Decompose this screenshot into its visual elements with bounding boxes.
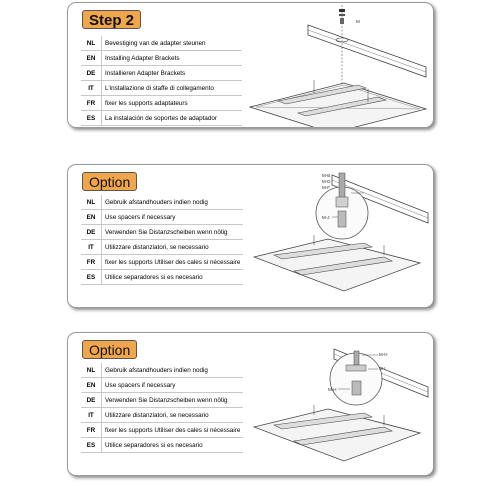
table-row — [81, 81, 242, 96]
part-label: M-D — [322, 179, 331, 184]
lang-code: IT — [81, 408, 102, 423]
part-label: M-B — [322, 173, 331, 178]
lang-code: NL — [81, 36, 102, 51]
spacer-illustration-alt — [244, 335, 432, 475]
table-row — [81, 66, 242, 81]
instruction-text: Gebruik afstandhouders indien nodig — [102, 363, 244, 378]
table-row — [81, 225, 243, 240]
table-row — [81, 240, 243, 255]
table-row — [81, 210, 243, 225]
lang-code: DE — [81, 393, 102, 408]
instruction-text: Installieren Adapter Brackets — [102, 66, 243, 81]
lang-code: ES — [81, 438, 102, 453]
table-row — [81, 438, 243, 453]
lang-code: EN — [81, 378, 102, 393]
table-row — [81, 408, 243, 423]
instruction-text: Utilizzare distanziatori, se necessario — [102, 408, 244, 423]
lang-code: EN — [81, 51, 102, 66]
lang-code: DE — [81, 66, 102, 81]
lang-code: NL — [81, 195, 102, 210]
instruction-text: fixer les supports Utiliser des cales si nécessaire — [102, 423, 244, 438]
lang-code: DE — [81, 225, 102, 240]
part-label: M-H — [379, 352, 388, 357]
instruction-text: Verwenden Sie Distanzscheiben wenn nötig — [102, 225, 244, 240]
part-label: M-H — [328, 387, 337, 392]
table-row — [81, 111, 242, 126]
table-row — [81, 195, 243, 210]
step-2-badge: Step 2 — [82, 10, 141, 29]
instruction-text: Gebruik afstandhouders indien nodig — [102, 195, 244, 210]
lang-code: IT — [81, 240, 102, 255]
instruction-text: Use spacers if necessary — [102, 378, 244, 393]
table-row — [81, 423, 243, 438]
lang-code: FR — [81, 423, 102, 438]
instruction-text: fixer les supports Utiliser des cales si nécessaire — [102, 255, 244, 270]
table-row — [81, 363, 243, 378]
language-table — [81, 36, 242, 126]
lang-code: IT — [81, 81, 102, 96]
table-row — [81, 270, 243, 285]
spacer-illustration — [244, 167, 432, 307]
part-label: M-J — [322, 215, 330, 220]
part-label: M-I — [379, 366, 386, 371]
lang-code: EN — [81, 210, 102, 225]
option-spacers-panel — [67, 164, 434, 308]
table-row — [81, 378, 243, 393]
svg-text:M: M — [356, 19, 360, 24]
part-label: M-F — [322, 185, 330, 190]
table-row — [81, 255, 243, 270]
lang-code: ES — [81, 111, 102, 126]
instruction-text: Utilice separadores si es necesario — [102, 270, 244, 285]
instruction-text: L'installazione di staffe di collegamento — [102, 81, 243, 96]
bracket-install-illustration — [248, 5, 432, 127]
step-2-panel — [67, 2, 434, 128]
instruction-text: Bevestiging van de adapter steunen — [102, 36, 243, 51]
instruction-text: Utilice separadores si es necesario — [102, 438, 244, 453]
option-badge: Option — [82, 340, 137, 359]
instruction-text: Installing Adapter Brackets — [102, 51, 243, 66]
lang-code: FR — [81, 255, 102, 270]
instruction-text: fixer les supports adaptateurs — [102, 96, 243, 111]
instruction-text: Utilizzare distanziatori, se necessario — [102, 240, 244, 255]
lang-code: NL — [81, 363, 102, 378]
language-table — [81, 363, 243, 453]
option-spacers-panel-2 — [67, 332, 434, 476]
option-badge: Option — [82, 172, 137, 191]
instruction-text: Verwenden Sie Distanzscheiben wenn nötig — [102, 393, 244, 408]
table-row — [81, 36, 242, 51]
language-table — [81, 195, 243, 285]
lang-code: ES — [81, 270, 102, 285]
table-row — [81, 393, 243, 408]
table-row — [81, 51, 242, 66]
instruction-text: Use spacers if necessary — [102, 210, 244, 225]
instruction-text: La instalación de soportes de adaptador — [102, 111, 243, 126]
table-row — [81, 96, 242, 111]
lang-code: FR — [81, 96, 102, 111]
